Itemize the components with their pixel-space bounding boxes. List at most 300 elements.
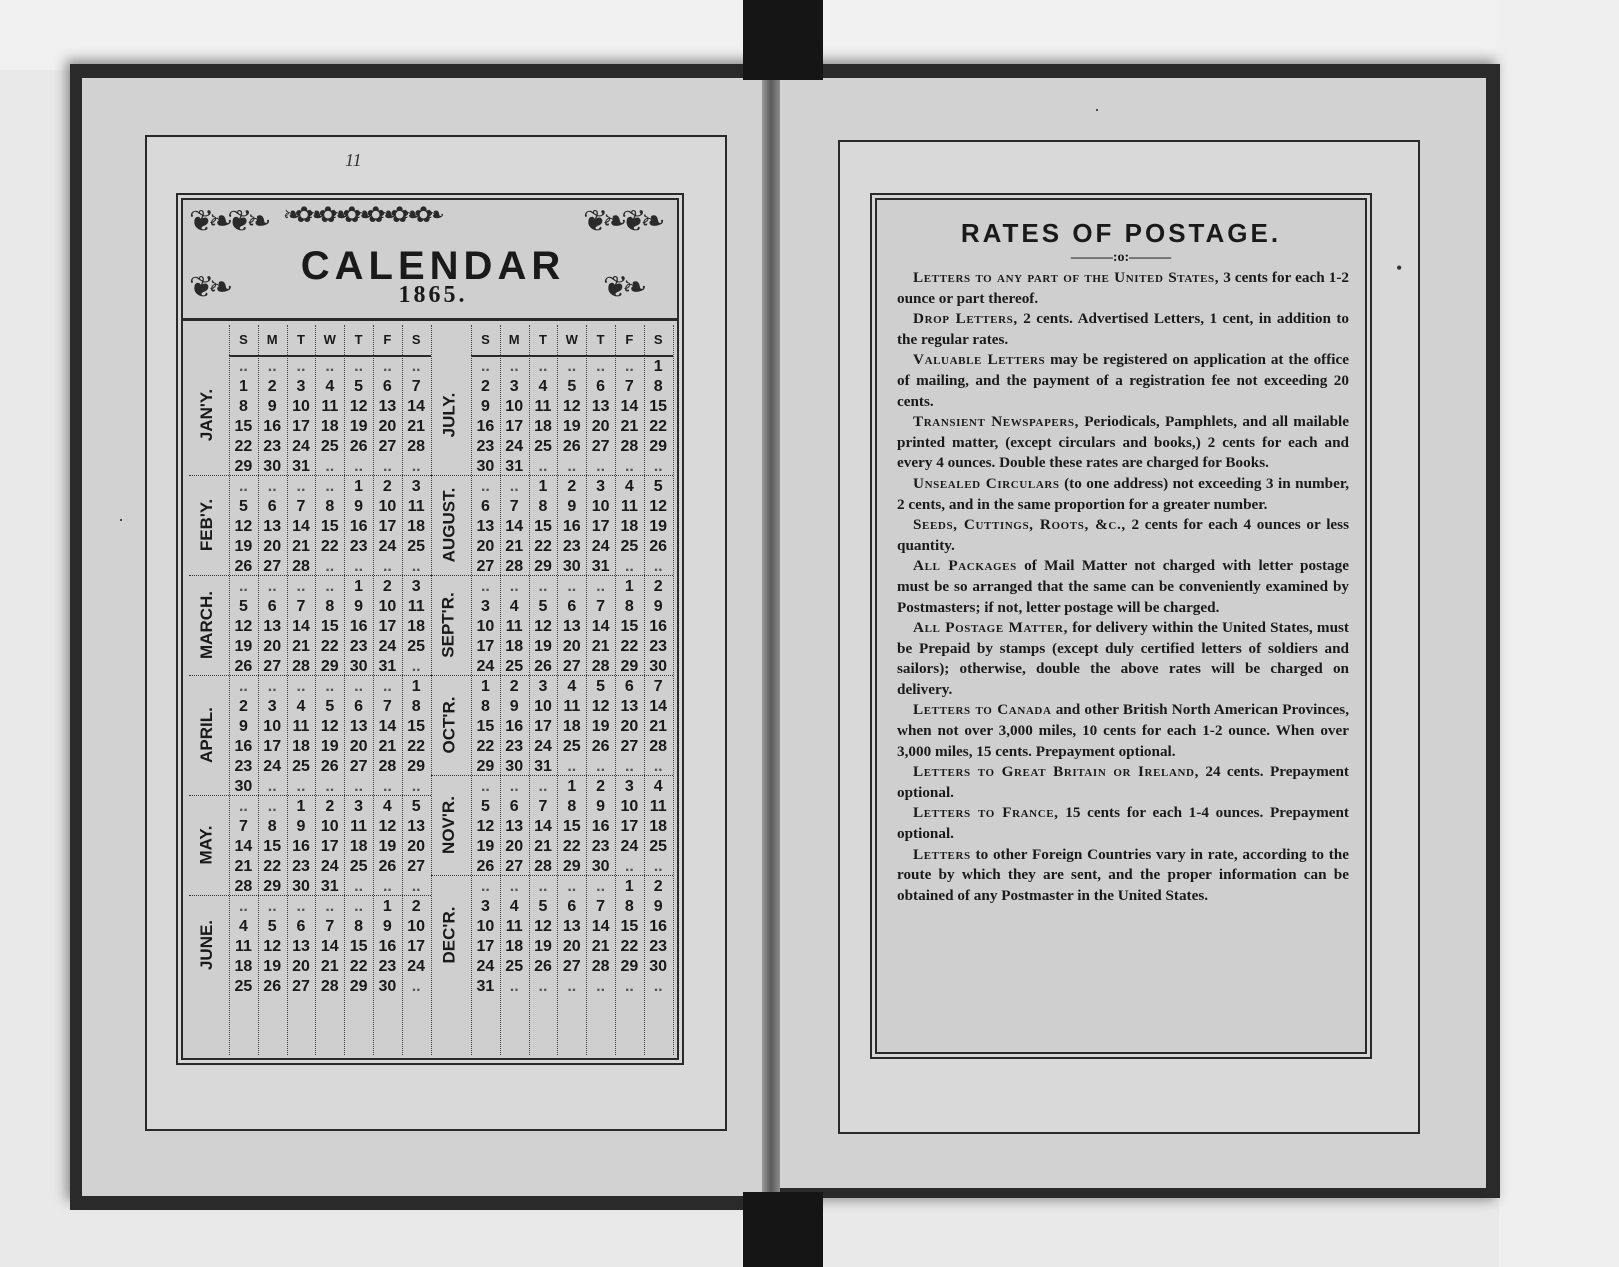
month-label [189,675,225,795]
day-cell: 16 [505,718,524,735]
calendar-title: CALENDAR [300,244,566,288]
day-cell: 5 [567,378,577,395]
day-cell: 15 [620,918,639,935]
week-row [229,597,431,617]
week-row [471,797,673,817]
calendar-panel [181,198,679,1060]
month-label [431,355,467,475]
day-cell: 26 [534,958,552,975]
day-cell: 22 [234,438,253,455]
day-cell: 12 [234,518,253,535]
month-label-text: MARCH. [197,591,216,659]
day-cell: 25 [562,738,581,755]
day-cell: .. [596,878,606,895]
day-cell: 12 [534,918,552,935]
day-cell: 24 [534,738,552,755]
day-cell: .. [354,778,364,795]
postage-paragraph [897,515,1349,556]
month-label-text: FEB'Y. [197,498,217,552]
day-cell: 19 [263,958,282,975]
day-cell: 5 [238,598,248,615]
day-cell: .. [354,878,364,895]
day-cell: .. [411,558,421,575]
day-cell: .. [267,358,277,375]
day-cell: .. [411,658,421,675]
day-cell: 14 [320,938,339,955]
month-labels [189,325,225,1055]
day-cell: 11 [407,598,425,615]
day-cell: 29 [263,878,282,895]
week-row [471,937,673,957]
day-cell: 11 [620,498,638,515]
day-cell: 20 [620,718,639,735]
postage-paragraph [897,556,1349,618]
day-cell: .. [354,558,364,575]
week-row [229,677,431,697]
day-cell: 14 [505,518,524,535]
calendar-grid [471,325,673,997]
day-cell: 11 [505,618,523,635]
day-cell: 4 [538,378,548,395]
postage-paragraph-text: and other British North American Provinces, when not over 3,000 miles, 10 cents for each 1-2 ounce. When over 3,000 miles, 15 cents. Prepayment optional. [897,701,1349,760]
week-row [229,397,431,417]
day-cell: 20 [263,638,282,655]
day-cell: .. [354,458,364,475]
postage-paragraph [897,350,1349,412]
day-cell: 18 [620,518,639,535]
week-row [229,897,431,917]
day-cell: 29 [234,458,253,475]
day-cell: 9 [238,718,248,735]
day-cell: 10 [476,918,495,935]
day-cell: 5 [411,798,421,815]
day-cell: 27 [562,958,581,975]
day-cell: 15 [349,938,368,955]
day-cell: 10 [534,698,552,715]
day-cell: .. [325,558,335,575]
day-cell: 27 [562,658,581,675]
postage-paragraph [897,700,1349,762]
day-cell: 21 [620,418,639,435]
day-of-week-label: S [481,332,490,347]
day-cell: 14 [292,518,310,535]
week-row [229,617,431,637]
week-row [471,537,673,557]
day-cell: 22 [476,738,495,755]
week-row [471,517,673,537]
day-cell: 19 [534,638,552,655]
day-cell: 18 [505,938,524,955]
week-row [471,637,673,657]
day-cell: 28 [407,438,426,455]
postage-paragraph-text: 15 cents for each 1-4 ounces. Prepayment optional. [897,804,1349,843]
day-cell: 16 [562,518,581,535]
day-cell: .. [509,478,519,495]
day-cell: 26 [562,438,581,455]
day-cell: 8 [624,898,634,915]
day-cell: 23 [349,538,368,555]
day-cell: 22 [320,638,339,655]
day-cell: 8 [238,398,248,415]
day-cell: 19 [649,518,668,535]
background-right [1499,0,1619,1267]
postage-paragraph [897,845,1349,907]
day-cell: 13 [407,818,426,835]
day-cell: 25 [407,638,426,655]
day-cell: 21 [591,638,610,655]
day-cell: 31 [534,758,552,775]
day-cell: 27 [263,658,282,675]
day-cell: 12 [349,398,368,415]
day-cell: 20 [378,418,397,435]
day-cell: 10 [320,818,339,835]
day-cell: 10 [407,918,426,935]
day-cell: 19 [234,538,253,555]
week-row [471,457,673,477]
month-label-text: MAY. [197,825,216,865]
day-cell: 1 [411,678,421,695]
week-row [229,697,431,717]
day-cell: .. [325,778,335,795]
bookmark-ribbon-bottom [743,1192,823,1267]
month-label [431,575,467,675]
day-cell: 10 [292,398,310,415]
calendar-year: 1865. [398,282,468,308]
day-cell: 1 [653,358,663,375]
day-cell: 13 [562,918,581,935]
day-cell: 23 [562,538,581,555]
day-cell: 17 [263,738,282,755]
day-cell: 8 [325,498,335,515]
day-cell: 30 [649,958,668,975]
day-cell: 13 [562,618,581,635]
postage-paragraph-text: 24 cents. Prepayment optional. [897,763,1349,801]
day-cell: 30 [263,458,282,475]
day-of-week-label: W [323,332,336,347]
day-cell: .. [296,358,306,375]
month-label [189,795,225,895]
day-cell: .. [296,578,306,595]
day-cell: 9 [567,498,577,515]
day-cell: 9 [382,918,392,935]
day-cell: 24 [620,838,639,855]
day-cell: 18 [320,418,339,435]
day-of-week-header [229,325,431,357]
day-cell: 26 [234,558,253,575]
day-cell: .. [538,878,548,895]
day-cell: 7 [296,598,306,615]
day-cell: 28 [534,858,552,875]
week-row [229,837,431,857]
day-cell: 24 [505,438,524,455]
day-cell: 15 [320,618,339,635]
day-cell: 25 [620,538,639,555]
day-cell: .. [509,358,519,375]
day-cell: 28 [620,438,639,455]
day-cell: .. [238,678,248,695]
day-cell: 22 [562,838,581,855]
day-cell: 28 [591,958,610,975]
day-cell: 8 [480,698,490,715]
day-cell: 26 [591,738,610,755]
week-row [471,897,673,917]
day-cell: 1 [567,778,577,795]
day-cell: 16 [476,418,495,435]
day-cell: 19 [378,838,397,855]
day-cell: 7 [325,918,335,935]
day-cell: 2 [238,698,248,715]
day-cell: 4 [325,378,335,395]
day-cell: 14 [591,618,610,635]
day-cell: 1 [354,478,364,495]
day-cell: 25 [349,858,368,875]
day-cell: .. [382,778,392,795]
day-of-week-label: S [411,332,421,347]
day-cell: 8 [354,918,364,935]
day-cell: .. [296,678,306,695]
day-cell: 23 [234,758,253,775]
day-cell: 11 [407,498,425,515]
day-cell: 16 [292,838,310,855]
day-cell: 2 [653,578,663,595]
month-label [189,575,225,675]
day-cell: 11 [321,398,339,415]
day-cell: 26 [476,858,495,875]
week-row [229,717,431,737]
day-cell: 30 [349,658,368,675]
week-row [229,817,431,837]
postage-paragraph-lead: All Postage Matter, [913,619,1068,637]
day-cell: 30 [649,658,668,675]
day-cell: 4 [238,918,248,935]
month-label [189,475,225,575]
day-cell: 31 [378,658,397,675]
day-cell: 30 [591,858,610,875]
day-cell: 2 [653,878,663,895]
week-row [229,417,431,437]
week-row [471,777,673,797]
day-cell: 17 [476,938,495,955]
week-row [471,477,673,497]
postage-paragraph [897,309,1349,350]
day-cell: 17 [476,638,495,655]
day-cell: 6 [296,918,306,935]
week-row [471,717,673,737]
week-row [471,617,673,637]
week-row [229,457,431,477]
week-row [229,797,431,817]
day-cell: 14 [534,818,552,835]
day-cell: .. [509,978,519,995]
month-label-text: JAN'Y. [197,388,217,442]
day-cell: .. [509,878,519,895]
week-row [471,817,673,837]
week-row [229,437,431,457]
day-cell: 6 [509,798,519,815]
day-cell: 13 [349,718,368,735]
day-cell: 14 [649,698,668,715]
day-cell: 28 [649,738,668,755]
day-cell: 5 [267,918,277,935]
month-label-text: JULY. [439,392,459,438]
day-cell: 27 [620,738,639,755]
day-cell: 3 [509,378,519,395]
day-cell: 26 [534,658,552,675]
day-cell: 17 [320,838,339,855]
day-cell: .. [382,458,392,475]
week-row [229,517,431,537]
day-cell: 10 [378,498,397,515]
day-cell: .. [296,478,306,495]
day-cell: 19 [591,718,610,735]
day-cell: .. [325,478,335,495]
day-cell: 19 [562,418,581,435]
day-cell: .. [267,678,277,695]
day-cell: 19 [476,838,495,855]
weeks-body [229,357,431,997]
week-row [471,757,673,777]
postage-paragraph [897,412,1349,474]
day-cell: 4 [509,598,519,615]
day-cell: .. [296,898,306,915]
day-cell: 11 [234,938,252,955]
day-cell: 6 [567,898,577,915]
day-cell: 2 [411,898,421,915]
day-cell: 3 [296,378,306,395]
day-cell: 15 [534,518,552,535]
day-cell: 17 [378,518,397,535]
day-cell: 10 [505,398,524,415]
day-cell: 21 [320,958,339,975]
vine-ornament-right-icon: ❦❧❦❧ [583,205,660,238]
day-cell: 27 [263,558,282,575]
month-label-text: NOV'R. [439,796,459,854]
day-cell: 11 [649,798,667,815]
day-cell: 2 [325,798,335,815]
day-cell: 10 [620,798,639,815]
weeks-body [471,357,673,997]
day-cell: .. [411,978,421,995]
day-cell: 24 [407,958,426,975]
week-row [229,537,431,557]
week-row [229,657,431,677]
day-cell: 23 [649,938,668,955]
day-cell: 20 [562,938,581,955]
day-cell: .. [538,358,548,375]
day-cell: .. [480,778,490,795]
day-cell: 9 [509,698,519,715]
day-of-week-label: F [383,332,392,347]
month-label-text: SEPT'R. [439,592,459,658]
postage-paragraph-lead: Letters to any part of the United States, [913,269,1220,286]
day-cell: 27 [292,978,310,995]
day-cell: 8 [267,818,277,835]
day-cell: 21 [505,538,524,555]
day-cell: 14 [234,838,253,855]
day-cell: 5 [354,378,364,395]
day-cell: 23 [292,858,310,875]
postage-paragraph-text: for delivery within the United States, must be Prepaid by stamps (except duly certified letters of soldiers and sailors); otherwise, double the above rates will be charged on delivery. [897,619,1349,698]
day-cell: 19 [349,418,368,435]
day-cell: .. [296,778,306,795]
day-cell: 10 [476,618,495,635]
day-cell: 13 [476,518,495,535]
day-of-week-label: S [653,332,663,347]
day-cell: 30 [476,458,495,475]
day-of-week-label: T [539,332,547,347]
month-label [431,675,467,775]
day-cell: 22 [263,858,282,875]
day-cell: 16 [378,938,397,955]
day-cell: .. [509,578,519,595]
day-cell: 9 [596,798,606,815]
day-cell: .. [411,778,421,795]
day-cell: .. [480,478,490,495]
day-cell: 30 [292,878,310,895]
week-row [229,857,431,877]
day-cell: 20 [505,838,524,855]
day-cell: 16 [649,618,668,635]
day-of-week-label: M [266,332,278,347]
day-cell: 31 [505,458,524,475]
calendar-grid [229,325,431,997]
day-cell: 14 [591,918,610,935]
postage-paragraph-lead: Letters to Canada [913,701,1052,719]
week-row [229,637,431,657]
week-row [471,437,673,457]
day-cell: .. [325,458,335,475]
week-row [229,477,431,497]
month-label-text: JUNE. [197,919,217,971]
day-cell: .. [238,898,248,915]
day-cell: 11 [563,698,581,715]
day-cell: 20 [292,958,310,975]
day-cell: 13 [591,398,610,415]
week-row [471,977,673,997]
day-cell: .. [267,778,277,795]
day-cell: 20 [476,538,495,555]
page-dot-mark: • [1396,258,1403,278]
day-cell: 5 [538,898,548,915]
day-cell: 26 [349,438,368,455]
day-cell: 5 [596,678,606,695]
day-cell: .. [538,458,548,475]
day-cell: .. [238,358,248,375]
day-cell: 15 [620,618,639,635]
day-cell: 29 [349,978,368,995]
day-cell: 2 [267,378,277,395]
day-cell: 12 [263,938,282,955]
day-cell: 9 [653,598,663,615]
day-cell: 9 [480,398,490,415]
postage-paragraph-text: to other Foreign Countries vary in rate, according to the route by which they are sent, and the proper information can be obtained of any Postmaster in the United States. [897,845,1349,904]
day-cell: 5 [238,498,248,515]
day-of-week-header [471,325,673,357]
day-cell: 7 [296,498,306,515]
week-row [471,397,673,417]
day-cell: 14 [292,618,310,635]
day-cell: 29 [620,958,639,975]
week-row [471,737,673,757]
day-cell: 23 [649,638,668,655]
day-cell: .. [624,758,634,775]
day-cell: 30 [562,558,581,575]
day-cell: 3 [267,698,277,715]
month-labels [431,325,467,1055]
day-cell: 8 [567,798,577,815]
day-cell: 28 [292,558,310,575]
week-row [229,577,431,597]
